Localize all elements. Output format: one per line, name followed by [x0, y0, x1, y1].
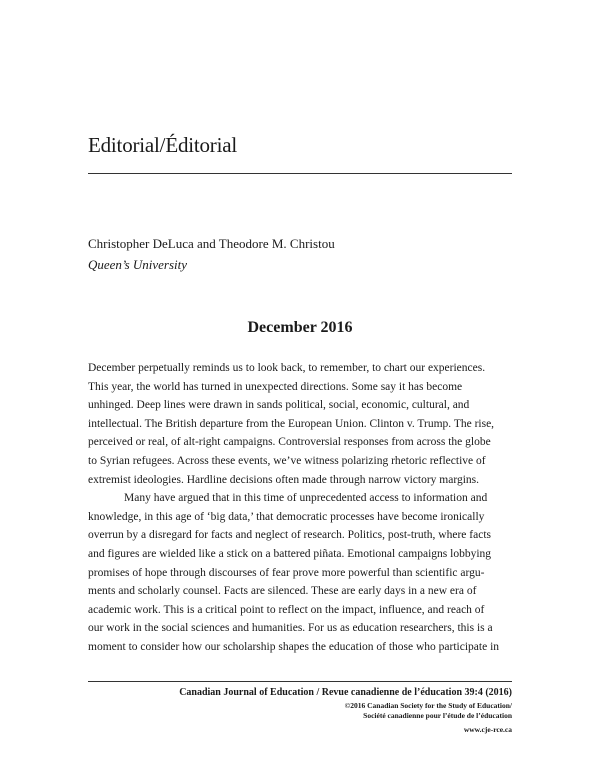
title-divider — [88, 173, 512, 174]
body-line: intellectual. The British departure from the European Union. Clinton v. Trump. The rise, — [88, 417, 495, 430]
affiliation: Queen’s University — [88, 257, 188, 272]
body-line: unhinged. Deep lines were drawn in sands political, social, economic, cultural, and — [88, 399, 470, 412]
body-line: knowledge, in this age of ‘big data,’ that democratic processes have become ironically — [88, 510, 485, 523]
authors: Christopher DeLuca and Theodore M. Christou — [88, 236, 335, 251]
body-line: to Syrian refugees. Across these events, we’ve witness polarizing rhetoric reflective of — [88, 454, 486, 467]
body-line: ments and scholarly counsel. Facts are silenced. These are early days in a new era of — [88, 585, 477, 598]
footer-copyright: ©2016 Canadian Society for the Study of Education/ — [344, 701, 512, 710]
body-line: promises of hope through discourses of fear prove more powerful than scientific argu- — [88, 566, 485, 579]
footer-url-link[interactable]: www.cje-rce.ca — [463, 725, 512, 734]
footer-divider — [88, 681, 512, 682]
body-line: Many have argued that in this time of unprecedented access to information and — [124, 492, 488, 505]
body-line: extremist ideologies. Hardline decisions often made through narrow victory margins. — [88, 473, 480, 486]
body-line: overrun by a disregard for facts and neglect of research. Politics, post-truth, where facts — [88, 529, 491, 542]
body-line: academic work. This is a critical point to reflect on the impact, influence, and reach of — [88, 603, 485, 616]
body-line: and figures are wielded like a stick on a battered piñata. Emotional campaigns lobbying — [88, 547, 492, 560]
body-text — [88, 359, 512, 657]
body-line: moment to consider how our scholarship shapes the education of those who participate in — [88, 640, 500, 653]
section-title: December 2016 — [247, 319, 353, 336]
body-line: perceived or real, of alt-right campaigns. Controversial responses from across the globe — [88, 436, 491, 449]
footer-society-name: Société canadienne pour l’étude de l’éducation — [363, 711, 512, 720]
body-line: our work in the social sciences and humanities. For us as education researchers, this is a — [88, 622, 493, 635]
body-line: This year, the world has turned in unexpected directions. Some say it has become — [88, 380, 463, 393]
page-title: Editorial/Éditorial — [88, 133, 237, 157]
footer-journal-citation: Canadian Journal of Education / Revue canadienne de l’éducation 39:4 (2016) — [179, 687, 512, 698]
body-line: December perpetually reminds us to look back, to remember, to chart our experiences. — [88, 362, 486, 374]
